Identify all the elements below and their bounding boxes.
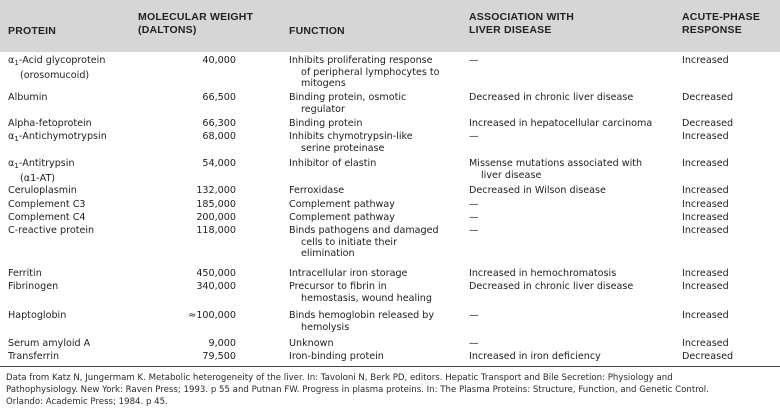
protein-name: Transferrin (8, 351, 60, 362)
acute-phase-response: Decreased (682, 351, 734, 362)
function: Iron-binding protein (289, 351, 384, 362)
molecular-weight: 54,000 (202, 158, 236, 169)
protein-name: C-reactive protein (8, 225, 95, 236)
molecular-weight: 79,500 (202, 351, 236, 362)
function: Binding protein, osmotic regulator (289, 92, 407, 115)
liver-association: Decreased in chronic liver disease (469, 92, 634, 103)
function: Complement pathway (289, 199, 395, 210)
function: Complement pathway (289, 212, 395, 223)
molecular-weight: 185,000 (196, 199, 236, 210)
molecular-weight: 200,000 (196, 212, 236, 223)
protein-name: Alpha-fetoprotein (8, 118, 92, 129)
acute-phase-response: Increased (682, 199, 729, 210)
liver-association: Increased in iron deficiency (469, 351, 601, 362)
liver-association: — (469, 131, 479, 142)
protein-name: Ferritin (8, 268, 42, 279)
header-association: ASSOCIATION WITH LIVER DISEASE (469, 11, 575, 36)
liver-association: Increased in hemochromatosis (469, 268, 617, 279)
function: Binding protein (289, 118, 363, 129)
function: Inhibits proliferating response of peripheral lymphocytes to mitogens (289, 55, 440, 90)
liver-association: Decreased in chronic liver disease (469, 281, 634, 292)
function: Ferroxidase (289, 185, 345, 196)
molecular-weight: 68,000 (202, 131, 236, 142)
acute-phase-response: Increased (682, 131, 729, 142)
molecular-weight: 66,500 (202, 92, 236, 103)
protein-name: Complement C3 (8, 199, 86, 210)
function: Intracellular iron storage (289, 268, 408, 279)
acute-phase-response: Increased (682, 310, 729, 321)
liver-association: — (469, 212, 479, 223)
molecular-weight: 9,000 (208, 338, 236, 349)
molecular-weight: 118,000 (196, 225, 236, 236)
liver-association: Decreased in Wilson disease (469, 185, 606, 196)
protein-name: Haptoglobin (8, 310, 67, 321)
molecular-weight: 40,000 (202, 55, 236, 66)
protein-name: Fibrinogen (8, 281, 59, 292)
acute-phase-response: Increased (682, 158, 729, 169)
liver-association: — (469, 55, 479, 66)
acute-phase-response: Increased (682, 212, 729, 223)
acute-phase-response: Increased (682, 268, 729, 279)
table-bottom-rule (0, 366, 780, 367)
molecular-weight: 66,300 (202, 118, 236, 129)
liver-association: — (469, 225, 479, 236)
function: Inhibits chymotrypsin-like serine proteinase (289, 131, 413, 154)
acute-phase-response: Increased (682, 225, 729, 236)
table-header (0, 0, 780, 52)
acute-phase-response: Decreased (682, 92, 734, 103)
function: Binds hemoglobin released by hemolysis (289, 310, 435, 333)
header-protein: PROTEIN (8, 25, 57, 37)
molecular-weight: 340,000 (196, 281, 236, 292)
acute-phase-response: Increased (682, 281, 729, 292)
molecular-weight: 132,000 (196, 185, 236, 196)
function: Precursor to fibrin in hemostasis, wound healing (289, 281, 432, 304)
header-molecular-weight: MOLECULAR WEIGHT (DALTONS) (138, 11, 254, 36)
liver-association: Increased in hepatocellular carcinoma (469, 118, 653, 129)
protein-name: $\alpha_1$-Acid glycoprotein (orosomucoid) (8, 55, 106, 81)
molecular-weight: ≈100,000 (188, 310, 236, 321)
protein-name: $\alpha_1$-Antitrypsin (α1-AT) (8, 158, 75, 184)
table-body (0, 52, 780, 365)
liver-association: — (469, 310, 479, 321)
acute-phase-response: Increased (682, 338, 729, 349)
header-function: FUNCTION (289, 25, 345, 37)
acute-phase-response: Increased (682, 55, 729, 66)
liver-association: — (469, 338, 479, 349)
protein-name: Serum amyloid A (8, 338, 91, 349)
liver-association: Missense mutations associated with liver disease (469, 158, 643, 181)
protein-name: Complement C4 (8, 212, 86, 223)
header-acute-phase: ACUTE-PHASE RESPONSE (682, 11, 761, 36)
function: Binds pathogens and damaged cells to initiate their elimination (289, 225, 439, 260)
function: Inhibitor of elastin (289, 158, 377, 169)
source-footnote: Data from Katz N, Jungermam K. Metabolic heterogeneity of the liver. In: Tavoloni N, Berk PD, editors. Hepatic Transport and Bile Secretion: Physiology and Pathophysiology. New York: Raven Press; 1993. p 55 and Putnan FW. Progress in plasma proteins. In: The Plasma Proteins: Structure, Function, and Genetic Control. Orlando: Academic Press; 1984. p 45. (6, 373, 709, 407)
acute-phase-response: Decreased (682, 118, 734, 129)
function: Unknown (289, 338, 334, 349)
molecular-weight: 450,000 (196, 268, 236, 279)
liver-association: — (469, 199, 479, 210)
protein-name: Albumin (8, 92, 48, 103)
acute-phase-response: Increased (682, 185, 729, 196)
protein-name: $\alpha_1$-Antichymotrypsin (8, 131, 107, 143)
protein-name: Ceruloplasmin (8, 185, 77, 196)
